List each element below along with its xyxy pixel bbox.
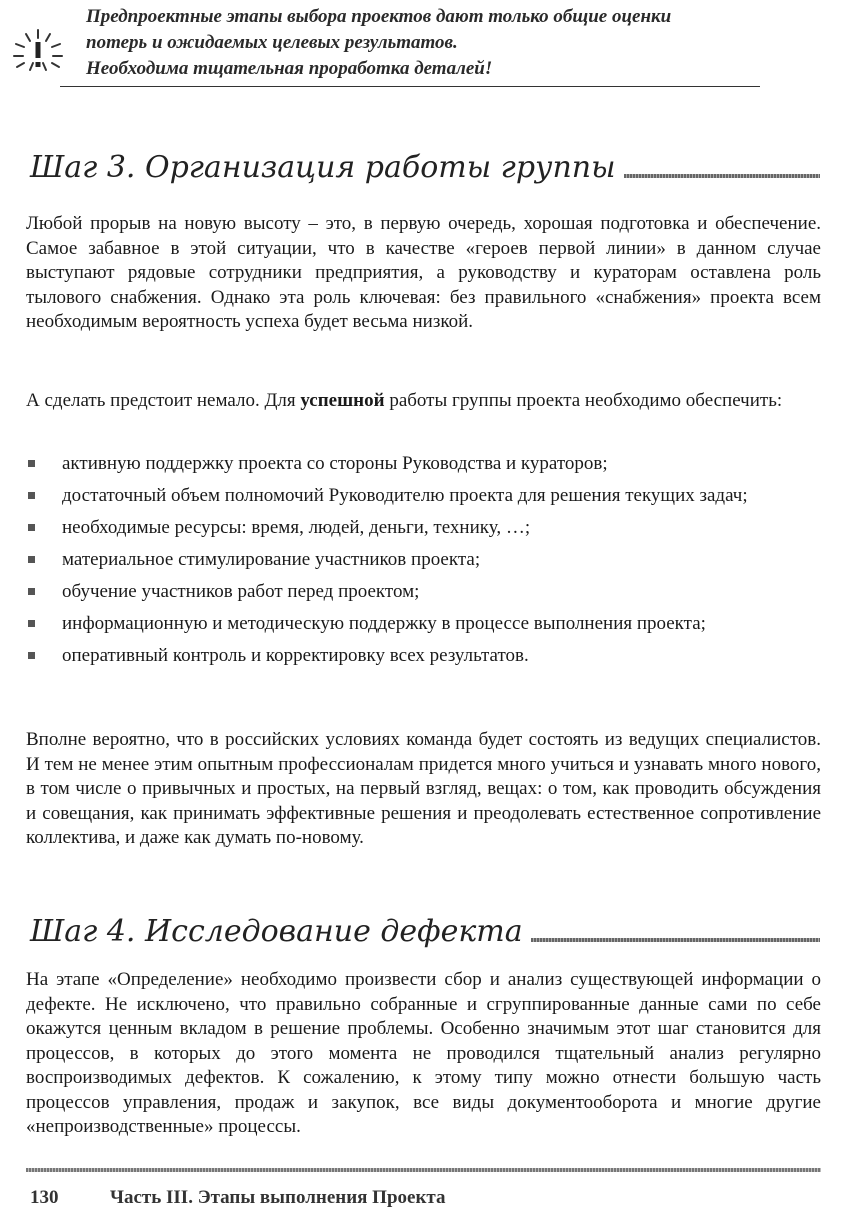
callout-line: потерь и ожидаемых целевых результатов. (86, 32, 458, 53)
list-item-text: необходимые ресурсы: время, людей, деньги, технику, …; (62, 517, 531, 538)
square-bullet-icon (28, 460, 35, 467)
lightbulb-icon (8, 26, 68, 76)
list-item-text: достаточный объем полномочий Руководителю проекта для решения текущих задач; (62, 485, 748, 506)
list-item-text: оперативный контроль и корректировку всех результатов. (62, 645, 529, 666)
step3-heading (30, 144, 820, 188)
list-item (26, 544, 821, 576)
step3-paragraph-2 (26, 386, 821, 416)
callout-text (86, 4, 806, 82)
paragraph-2-text: А сделать предстоит немало. Для (26, 390, 301, 411)
callout-line: Предпроектные этапы выбора проектов дают только общие оценки (86, 6, 672, 27)
list-item (26, 608, 821, 640)
callout-line: Необходима тщательная проработка деталей! (86, 58, 493, 79)
list-item (26, 512, 821, 544)
list-item (26, 480, 821, 512)
step3-paragraph-3: Вполне вероятно, что в российских условиях команда будет состоять из ведущих специалистов. И тем не менее этим опытным профессионалам придется много учиться и узнавать много нового, в том числе о привычных и простых, на первый взгляд, вещах: о том, как проводить обсуждения и совещания, как принимать эффективные решения и преодолевать естественное сопротивление коллектива, и даже как думать по-новому. (26, 729, 821, 848)
square-bullet-icon (28, 652, 35, 659)
heading-rule (531, 938, 820, 942)
step4-heading-text: Шаг 4. Исследование дефекта (30, 914, 523, 949)
page-number: 130 (30, 1187, 59, 1208)
square-bullet-icon (28, 556, 35, 563)
square-bullet-icon (28, 588, 35, 595)
square-bullet-icon (28, 620, 35, 627)
list-item (26, 576, 821, 608)
square-bullet-icon (28, 492, 35, 499)
step3-heading-text: Шаг 3. Организация работы группы (30, 150, 616, 185)
square-bullet-icon (28, 524, 35, 531)
list-item-text: информационную и методическую поддержку в процессе выполнения проекта; (62, 613, 706, 634)
step3-paragraph-1: Любой прорыв на новую высоту – это, в первую очередь, хорошая подготовка и обеспечение. Самое забавное в этой ситуации, что в качестве «героев первой линии» в данном случае выступают рядовые сотрудники предприятия, а руководству и кураторам оставлена роль тылового снабжения. Однако эта роль ключевая: без правильного «снабжения» проекта всем необходимым вероятность успеха будет весьма низкой. (26, 213, 821, 332)
heading-rule (624, 174, 820, 178)
paragraph-2-text-end: работы группы проекта необходимо обеспечить: (384, 390, 783, 411)
running-footer-title: Часть III. Этапы выполнения Проекта (110, 1187, 446, 1208)
paragraph-2-emphasis: успешной (300, 390, 385, 411)
callout-divider (60, 86, 760, 87)
list-item (26, 448, 821, 480)
page-footer (30, 1185, 820, 1211)
step4-heading (30, 908, 820, 952)
footer-divider (26, 1168, 821, 1172)
list-item-text: обучение участников работ перед проектом; (62, 581, 420, 602)
callout-box (8, 4, 808, 90)
list-item-text: материальное стимулирование участников проекта; (62, 549, 481, 570)
requirements-list (26, 448, 821, 672)
step4-paragraph-1: На этапе «Определение» необходимо произвести сбор и анализ существующей информации о дефекте. Не исключено, что правильно собранные и сгруппированные данные сами по себе окажутся ценным вкладом в решение проблемы. Особенно значимым этот шаг становится для процессов, в которых до этого момента не проводился тщательный анализ регулярно воспроизводимых дефектов. К сожалению, к этому типу можно отнести большую часть процессов управления, продаж и закупок, все виды документооборота и многие другие «непроизводственные» процессы. (26, 969, 821, 1137)
list-item (26, 640, 821, 672)
list-item-text: активную поддержку проекта со стороны Руководства и кураторов; (62, 453, 608, 474)
